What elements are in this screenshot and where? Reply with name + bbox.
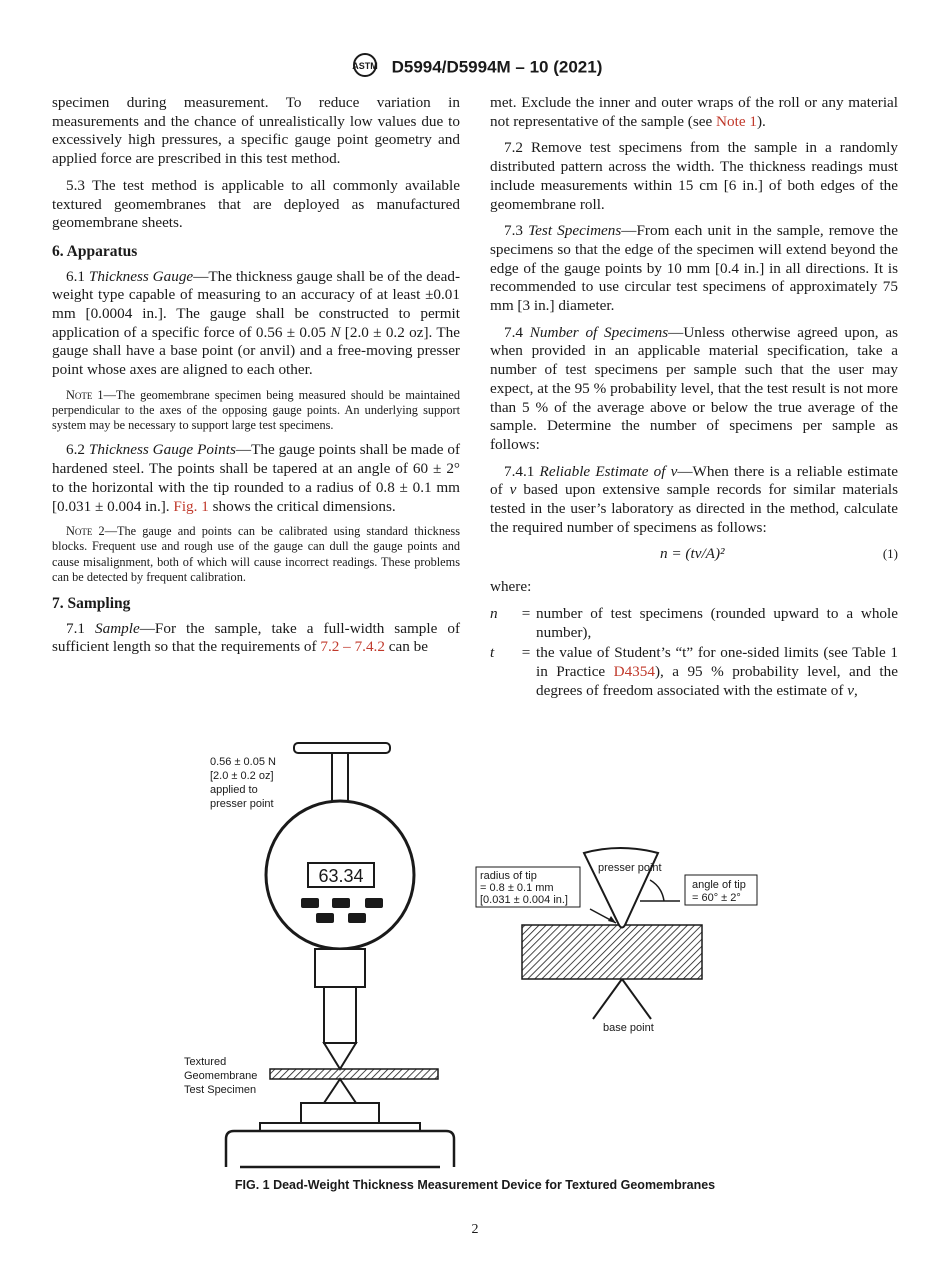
paragraph-continued: specimen during measurement. To reduce variation in measurements and the chance of unrealistically low values due to excessively high pressures, a specific gauge point geometry and applied force are prescribed in this test method. xyxy=(52,94,460,168)
force-label-line: 0.56 ± 0.05 N xyxy=(210,756,276,768)
force-label-line: [2.0 ± 0.2 oz] xyxy=(210,770,274,782)
paragraph-7-1: 7.1 Sample—For the sample, take a full-width sample of sufficient length so that the requirements of 7.2 – 7.4.2 can be xyxy=(52,619,461,656)
figure-caption: FIG. 1 Dead-Weight Thickness Measurement Device for Textured Geomembranes xyxy=(234,1178,716,1192)
angle-label-line: angle of tip xyxy=(692,879,746,891)
definition-t: t = the value of Student’s “t” for one-sided limits (see Table 1 in Practice D4354), a 95 % probability level, and the degrees of freedom associated with the estimate of v, xyxy=(490,644,898,699)
paragraph-6-2: 6.2 Thickness Gauge Points—The gauge points shall be made of hardened steel. The points shall be tapered at an angle of 60 ± 2° to the horizontal with the tip rounded to a radius of 0.8 ± 0.1 mm [0.031 ± 0.004 in.]. Fig. 1 shows the critical dimensions. xyxy=(52,441,461,515)
specimen-label-line: Textured xyxy=(184,1056,227,1068)
section-range-link[interactable]: 7.2 – 7.4.2 xyxy=(320,638,385,656)
paragraph-5-3: 5.3 The test method is applicable to all commonly available textured geomembranes that are deployed as manufactured geomembrane sheets. xyxy=(52,176,460,232)
page-header xyxy=(0,52,950,83)
paragraph-7-2: 7.2 Remove test specimens from the sample in a randomly distributed pattern across the width. The thickness readings must include measurements within 15 cm [6 in.] of both edges of the geomembrane roll. xyxy=(490,139,898,213)
paragraph-7-4-1: 7.4.1 Reliable Estimate of v—When there is a reliable estimate of v based upon extensive sample records for similar materials tested in the user’s laboratory as directed in the method, calculate the required number of specimens as follows: xyxy=(490,462,899,536)
specimen-strip xyxy=(270,1069,438,1079)
variable-definitions xyxy=(490,605,898,701)
page-number: 2 xyxy=(471,1222,479,1237)
display-reading: 63.34 xyxy=(318,866,364,886)
paragraph-6-1: 6.1 Thickness Gauge—The thickness gauge shall be of the dead-weight type capable of measuring to an accuracy of at least ±0.01 mm [0.0004 in.]. The gauge shall be constructed to permit application of a specific force of 0.56 ± 0.05 N [2.0 ± 0.2 oz]. The gauge shall have a base point (or anvil) and a free-moving presser point whose axes are aligned to each other. xyxy=(52,267,461,379)
base-point-label: base point xyxy=(603,1022,654,1034)
definition-n: n = number of test specimens (rounded upward to a whole number), xyxy=(490,604,898,641)
specimen-label-line: Geomembrane xyxy=(184,1070,258,1082)
equation-number: (1) xyxy=(882,546,898,562)
right-column xyxy=(490,94,898,702)
radius-label-line: radius of tip xyxy=(480,870,537,882)
gauge-button xyxy=(348,913,366,923)
gauge-button xyxy=(301,898,319,908)
gauge-button xyxy=(365,898,383,908)
note-2: Note 2—The gauge and points can be calibrated using standard thickness blocks. Frequent use and rough use of the gauge can dull the gauge points and cause misalignment, both of which will cause incorrect readings. These problems can be detected by frequent calibration. xyxy=(52,524,460,584)
section-heading-sampling: 7. Sampling xyxy=(52,595,131,613)
figure-1 xyxy=(170,735,790,1175)
specimen-label-line: Test Specimen xyxy=(184,1084,257,1096)
radius-label-line: = 0.8 ± 0.1 mm xyxy=(480,882,554,894)
force-label-line: applied to xyxy=(210,784,258,796)
gauge-button xyxy=(332,898,350,908)
note-1-link[interactable]: Note 1 xyxy=(716,112,757,130)
equation-1 xyxy=(490,545,898,564)
fig-1-link[interactable]: Fig. 1 xyxy=(173,497,209,515)
hatched-specimen xyxy=(522,925,702,979)
note-1: Note 1—The geomembrane specimen being measured should be maintained perpendicular to the axes of the opposing gauge points. An underlying support system may be necessary to support large test specimens. xyxy=(52,387,460,433)
paragraph-7-3: 7.3 Test Specimens—From each unit in the sample, remove the specimens so that the edge of the specimen will extend beyond the edge of the gauge points by 10 mm [0.4 in.] in all directions. It is recommended to use circular test specimens of approximately 75 mm [3 in.] diameter. xyxy=(490,222,899,315)
paragraph-continued-right: met. Exclude the inner and outer wraps of the roll or any material not representative of the sample (see Note 1). xyxy=(490,94,898,130)
gauge-button xyxy=(316,913,334,923)
paragraph-7-4: 7.4 Number of Specimens—Unless otherwise agreed upon, as when provided in an applicable material specification, take a number of test specimens per sample such that the user may expect, at the 95 % probability level, that the test result is not more than 5 % of the average above or below the true average of the sample. Determine the number of specimens per sample as follows: xyxy=(490,323,899,453)
force-label-line: presser point xyxy=(210,798,274,810)
astm-logo-icon xyxy=(348,52,382,83)
presser-point-label: presser point xyxy=(598,862,662,874)
equation-formula: n = (tv/A)² xyxy=(660,545,725,563)
left-column xyxy=(52,94,460,665)
document-designation: D5994/D5994M – 10 (2021) xyxy=(391,57,603,77)
d4354-link[interactable]: D4354 xyxy=(613,662,655,680)
where-label: where: xyxy=(490,578,532,596)
angle-label-line: = 60° ± 2° xyxy=(692,892,741,904)
svg-text:ASTM: ASTM xyxy=(351,61,378,71)
radius-label-line: [0.031 ± 0.004 in.] xyxy=(480,894,568,906)
section-heading-apparatus: 6. Apparatus xyxy=(52,242,138,260)
